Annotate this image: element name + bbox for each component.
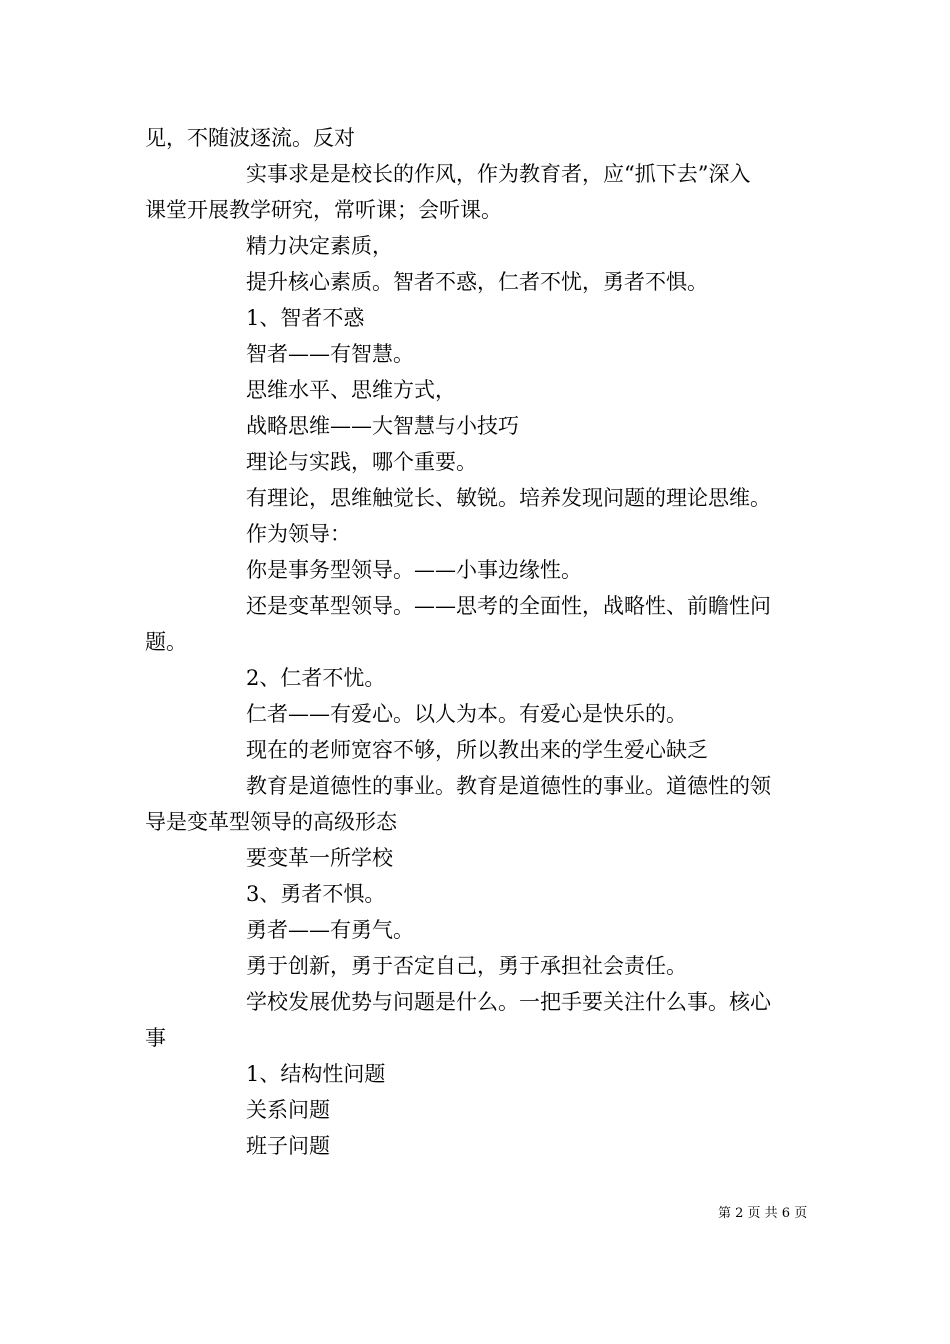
text-line-12: 作为领导： [246,522,351,546]
text-line-24: 勇于创新，勇于否定自己，勇于承担社会责任。 [246,954,687,978]
section-heading-1: 1、智者不惑 [246,306,365,330]
text-line-14: 还是变革型领导。——思考的全面性，战略性、前瞻性问 [246,594,771,618]
text-line-2: 实事求是是校长的作风，作为教育者，应“抓下去”深入 [246,162,751,186]
text-line-1: 见，不随波逐流。反对 [145,126,355,150]
page-number-footer: 第 2 页 共 6 页 [718,1206,808,1221]
section-heading-3: 3、勇者不惧。 [246,882,386,906]
text-line-5: 提升核心素质。智者不惑，仁者不忧，勇者不惧。 [246,270,708,294]
text-line-20: 导是变革型领导的高级形态 [145,810,397,834]
section-heading-2: 2、仁者不忧。 [246,666,386,690]
text-line-4: 精力决定素质， [246,234,393,258]
text-line-8: 思维水平、思维方式， [246,378,456,402]
text-line-17: 仁者——有爱心。以人为本。有爱心是快乐的。 [246,702,687,726]
text-line-23: 勇者——有勇气。 [246,918,414,942]
text-line-18: 现在的老师宽容不够，所以教出来的学生爱心缺乏 [246,738,708,762]
text-line-26: 事 [145,1026,166,1050]
text-line-19: 教育是道德性的事业。教育是道德性的事业。道德性的领 [246,774,771,798]
text-line-25: 学校发展优势与问题是什么。一把手要关注什么事。核心 [246,990,771,1014]
text-line-7: 智者——有智慧。 [246,342,414,366]
text-line-15: 题。 [145,630,187,654]
list-item-3: 班子问题 [246,1134,330,1158]
text-line-3: 课堂开展教学研究，常听课；会听课。 [145,198,502,222]
list-item-2: 关系问题 [246,1098,330,1122]
text-line-11: 有理论，思维触觉长、敏锐。培养发现问题的理论思维。 [246,486,771,510]
list-item-1: 1、结构性问题 [246,1062,386,1086]
text-line-21: 要变革一所学校 [246,846,393,870]
text-line-9: 战略思维——大智慧与小技巧 [246,414,519,438]
text-line-13: 你是事务型领导。——小事边缘性。 [246,558,582,582]
text-line-10: 理论与实践，哪个重要。 [246,450,477,474]
